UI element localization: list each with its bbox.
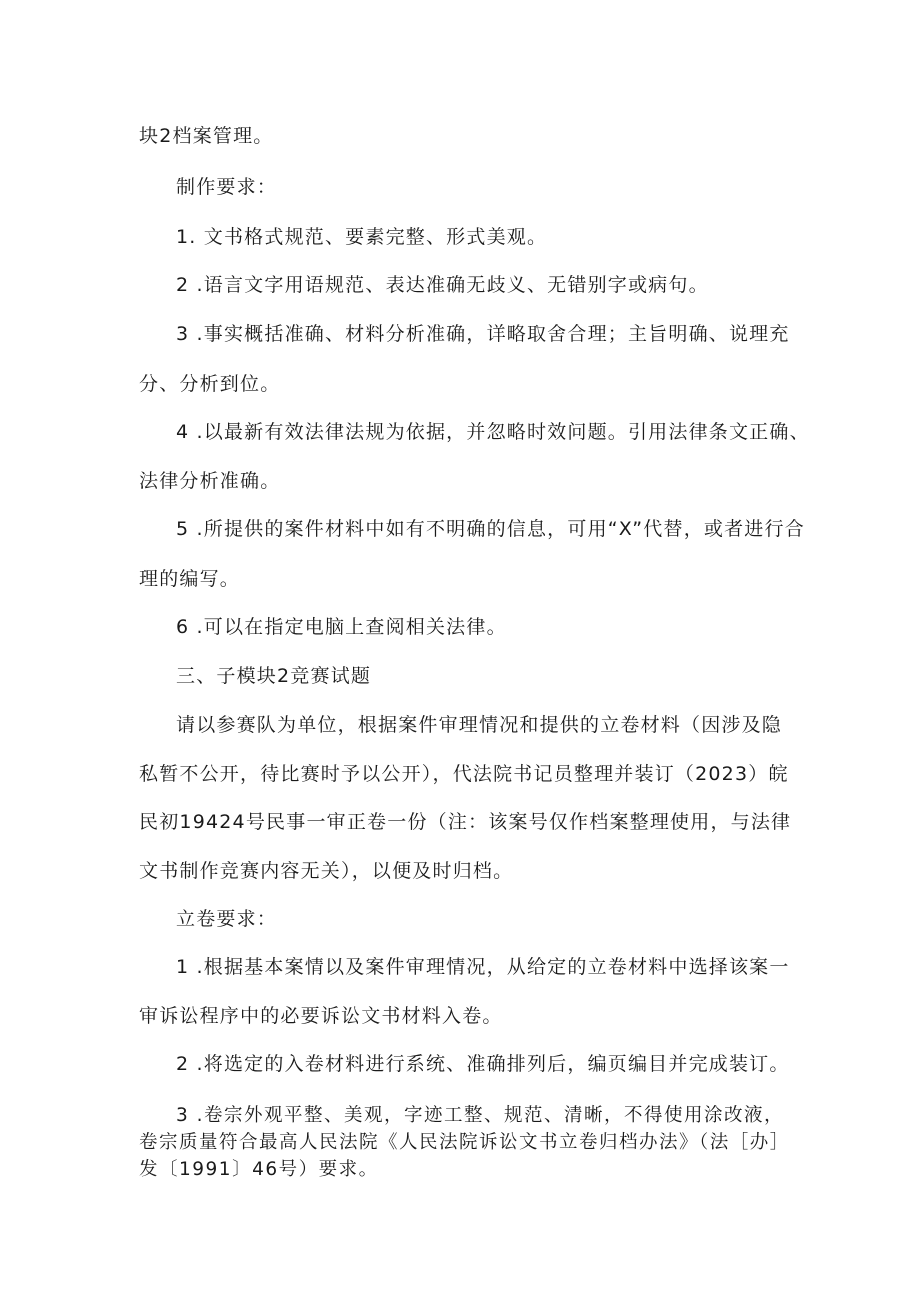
text-line-11: 6 .可以在指定电脑上查阅相关法律。 — [176, 616, 507, 638]
text-line-8: 法律分析准确。 — [139, 470, 281, 492]
text-line-10: 理的编写。 — [139, 568, 241, 590]
text-line-9: 5 .所提供的案件材料中如有不明确的信息，可用“X”代替，或者进行合 — [176, 518, 805, 540]
text-line-2: 制作要求： — [176, 176, 278, 198]
text-line-17: 立卷要求： — [176, 908, 278, 930]
text-line-20: 2 .将选定的入卷材料进行系统、准确排列后，编页编目并完成装订。 — [176, 1053, 790, 1075]
text-line-1: 块2档案管理。 — [139, 125, 274, 147]
text-line-23: 发〔1991〕46号）要求。 — [139, 1159, 379, 1180]
section-heading: 三、子模块2竞赛试题 — [176, 665, 372, 687]
text-line-16: 文书制作竞赛内容无关），以便及时归档。 — [139, 860, 514, 882]
text-line-15: 民初19424号民事一审正卷一份（注：该案号仅作档案整理使用，与法律 — [139, 811, 792, 833]
text-line-22: 卷宗质量符合最高人民法院《人民法院诉讼文书立卷归档办法》（法［办］ — [139, 1132, 790, 1153]
text-line-5: 3 .事实概括准确、材料分析准确，详略取舍合理；主旨明确、说理充 — [176, 323, 790, 345]
text-line-14: 私暂不公开，待比赛时予以公开），代法院书记员整理并装订（2023）皖 — [139, 763, 789, 785]
text-line-6: 分、分析到位。 — [139, 373, 281, 395]
text-line-21: 3 .卷宗外观平整、美观，字迹工整、规范、清晰，不得使用涂改液， — [176, 1105, 785, 1126]
text-line-7: 4 .以最新有效法律法规为依据，并忽略时效问题。引用法律条文正确、 — [176, 421, 810, 443]
text-line-13: 请以参赛队为单位，根据案件审理情况和提供的立卷材料（因涉及隐 — [176, 714, 783, 736]
text-line-18: 1 .根据基本案情以及案件审理情况，从给定的立卷材料中选择该案一 — [176, 956, 790, 978]
text-line-19: 审诉讼程序中的必要诉讼文书材料入卷。 — [139, 1005, 503, 1027]
text-line-4: 2 .语言文字用语规范、表达准确无歧义、无错别字或病句。 — [176, 274, 709, 296]
text-line-3: 1. 文书格式规范、要素完整、形式美观。 — [176, 226, 548, 248]
